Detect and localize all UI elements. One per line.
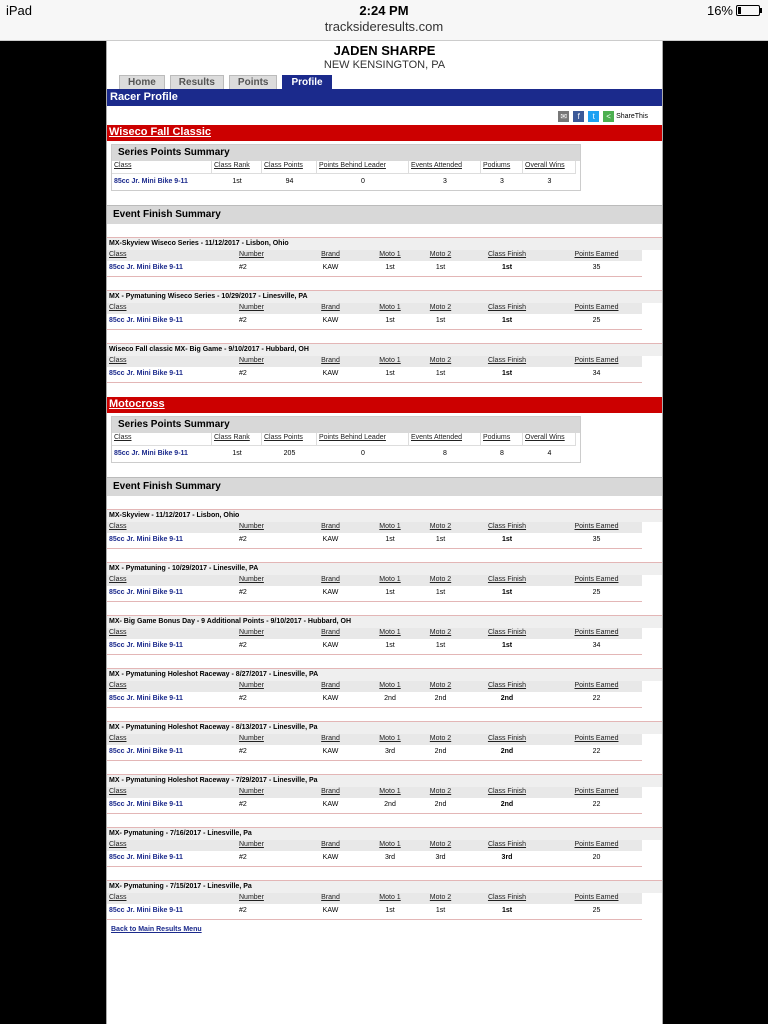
event-value: 3rd (463, 851, 551, 867)
tab-profile[interactable]: Profile (282, 75, 331, 89)
event-title: MX-Skyview - 11/12/2017 - Lisbon, Ohio (107, 509, 662, 522)
event-column-header[interactable]: Class (107, 628, 237, 639)
summary-column-header[interactable]: Overall Wins (523, 161, 576, 174)
event-column-header[interactable]: Points Earned (551, 356, 642, 367)
event-column-header[interactable]: Moto 2 (418, 787, 463, 798)
twitter-icon[interactable]: t (588, 111, 599, 122)
event-title: MX - Pymatuning Holeshot Raceway - 8/27/2017 - Linesville, PA (107, 668, 662, 681)
summary-value: 8 (443, 450, 447, 457)
event-title: MX- Pymatuning - 7/16/2017 - Linesville, Pa (107, 827, 662, 840)
event-column-header[interactable]: Class Finish (463, 893, 551, 904)
battery-icon (736, 5, 760, 16)
event-block (107, 237, 662, 277)
event-value: 25 (551, 314, 642, 330)
event-block (107, 721, 662, 761)
event-value: 22 (551, 798, 642, 814)
event-value: 3rd (418, 851, 463, 867)
event-column-header[interactable]: Moto 1 (362, 787, 418, 798)
event-column-header[interactable]: Points Earned (551, 522, 642, 533)
back-to-results-link[interactable]: Back to Main Results Menu (111, 926, 202, 933)
class-link[interactable]: 85cc Jr. Mini Bike 9-11 (107, 586, 237, 602)
event-column-header[interactable]: Brand (299, 303, 362, 314)
event-value: 1st (362, 586, 418, 602)
event-column-header[interactable]: Moto 1 (362, 575, 418, 586)
event-column-header[interactable]: Brand (299, 681, 362, 692)
event-value: KAW (299, 367, 362, 383)
class-link[interactable]: 85cc Jr. Mini Bike 9-11 (107, 745, 237, 761)
event-column-header[interactable]: Number (237, 681, 299, 692)
event-column-header[interactable]: Points Earned (551, 681, 642, 692)
event-column-header[interactable]: Class Finish (463, 628, 551, 639)
summary-value: 1st (232, 178, 242, 185)
event-column-header[interactable]: Number (237, 250, 299, 261)
event-value: 3rd (362, 745, 418, 761)
event-column-header[interactable]: Number (237, 575, 299, 586)
event-table (107, 734, 662, 761)
event-table (107, 575, 662, 602)
event-table (107, 840, 662, 867)
event-value: KAW (299, 904, 362, 920)
class-link[interactable]: 85cc Jr. Mini Bike 9-11 (107, 851, 237, 867)
event-column-header[interactable]: Brand (299, 787, 362, 798)
event-value: 2nd (418, 692, 463, 708)
event-value: 35 (551, 261, 642, 277)
event-value: 1st (362, 639, 418, 655)
event-column-header[interactable]: Points Earned (551, 734, 642, 745)
summary-column-header[interactable]: Overall Wins (523, 433, 576, 446)
summary-column-header[interactable]: Class Points (262, 433, 317, 446)
event-value: 1st (418, 533, 463, 549)
event-value: 22 (551, 745, 642, 761)
event-block (107, 562, 662, 602)
event-finish-summary-heading: Event Finish Summary (107, 477, 662, 496)
summary-value: 0 (361, 450, 365, 457)
series-points-summary (111, 144, 581, 191)
event-table (107, 522, 662, 549)
event-value: 25 (551, 586, 642, 602)
series-title-link[interactable]: Motocross (107, 397, 662, 413)
event-value: 34 (551, 367, 642, 383)
event-column-header[interactable]: Class Finish (463, 575, 551, 586)
event-block (107, 343, 662, 383)
event-value: 2nd (362, 798, 418, 814)
event-column-header[interactable]: Moto 1 (362, 840, 418, 851)
event-block (107, 290, 662, 330)
event-value: #2 (237, 904, 299, 920)
event-column-header[interactable]: Class (107, 893, 237, 904)
event-column-header[interactable]: Moto 2 (418, 250, 463, 261)
class-link[interactable]: 85cc Jr. Mini Bike 9-11 (107, 533, 237, 549)
event-value: 1st (463, 586, 551, 602)
event-value: KAW (299, 314, 362, 330)
summary-column-header[interactable]: Class (112, 433, 212, 446)
event-block (107, 615, 662, 655)
event-table (107, 628, 662, 655)
event-value: 1st (418, 586, 463, 602)
event-value: KAW (299, 586, 362, 602)
event-value: 20 (551, 851, 642, 867)
summary-value: 3 (443, 178, 447, 185)
email-share-icon[interactable]: ✉ (558, 111, 569, 122)
event-block (107, 774, 662, 814)
event-value: #2 (237, 367, 299, 383)
summary-column-header[interactable]: Class (112, 161, 212, 174)
facebook-icon[interactable]: f (573, 111, 584, 122)
summary-value: 3 (547, 178, 552, 185)
event-column-header[interactable]: Moto 2 (418, 628, 463, 639)
class-link[interactable]: 85cc Jr. Mini Bike 9-11 (114, 178, 188, 185)
event-column-header[interactable]: Class Finish (463, 250, 551, 261)
event-column-header[interactable]: Brand (299, 893, 362, 904)
event-column-header[interactable]: Number (237, 303, 299, 314)
event-title: MX-Skyview Wiseco Series - 11/12/2017 - Lisbon, Ohio (107, 237, 662, 250)
event-value: KAW (299, 639, 362, 655)
page-content (106, 41, 663, 1024)
event-column-header[interactable]: Brand (299, 356, 362, 367)
event-column-header[interactable]: Number (237, 840, 299, 851)
address-bar[interactable] (0, 20, 768, 41)
event-block (107, 880, 662, 920)
event-value: 1st (362, 367, 418, 383)
event-column-header[interactable]: Class (107, 681, 237, 692)
event-column-header[interactable]: Class (107, 734, 237, 745)
event-column-header[interactable]: Moto 1 (362, 734, 418, 745)
event-value: 1st (362, 261, 418, 277)
event-column-header[interactable]: Class Finish (463, 522, 551, 533)
event-value: 1st (362, 533, 418, 549)
racer-location: NEW KENSINGTON, PA (323, 59, 446, 71)
event-value: #2 (237, 533, 299, 549)
event-column-header[interactable]: Moto 2 (418, 734, 463, 745)
event-column-header[interactable]: Class (107, 303, 237, 314)
clock: 2:24 PM (359, 3, 409, 18)
summary-value: 8 (500, 450, 504, 457)
event-column-header[interactable]: Brand (299, 628, 362, 639)
event-value: 1st (418, 639, 463, 655)
event-column-header[interactable]: Moto 2 (418, 575, 463, 586)
summary-table (112, 433, 580, 462)
event-value: 2nd (418, 798, 463, 814)
event-value: #2 (237, 261, 299, 277)
summary-value: 94 (285, 178, 294, 185)
event-value: 1st (362, 904, 418, 920)
event-value: 2nd (418, 745, 463, 761)
class-link[interactable]: 85cc Jr. Mini Bike 9-11 (107, 639, 237, 655)
summary-column-header[interactable]: Events Attended (409, 161, 481, 174)
event-value: 25 (551, 904, 642, 920)
event-value: 1st (418, 261, 463, 277)
class-link[interactable]: 85cc Jr. Mini Bike 9-11 (107, 367, 237, 383)
series-title-link[interactable]: Wiseco Fall Classic (107, 125, 662, 141)
event-column-header[interactable]: Moto 1 (362, 893, 418, 904)
event-value: #2 (237, 586, 299, 602)
class-link[interactable]: 85cc Jr. Mini Bike 9-11 (107, 798, 237, 814)
event-column-header[interactable]: Class Finish (463, 681, 551, 692)
class-link[interactable]: 85cc Jr. Mini Bike 9-11 (114, 450, 188, 457)
summary-column-header[interactable]: Class Rank (212, 433, 262, 446)
series-section (107, 125, 662, 383)
event-value: KAW (299, 692, 362, 708)
event-block (107, 827, 662, 867)
event-title: MX- Big Game Bonus Day - 9 Additional Points - 9/10/2017 - Hubbard, OH (107, 615, 662, 628)
event-block (107, 668, 662, 708)
summary-column-header[interactable]: Points Behind Leader (317, 433, 409, 446)
series-points-summary (111, 416, 581, 463)
event-title: MX - Pymatuning Holeshot Raceway - 7/29/2017 - Linesville, Pa (107, 774, 662, 787)
share-bar (107, 109, 662, 125)
event-column-header[interactable]: Number (237, 734, 299, 745)
event-block (107, 509, 662, 549)
event-value: 1st (463, 904, 551, 920)
event-column-header[interactable]: Brand (299, 575, 362, 586)
event-value: 1st (418, 904, 463, 920)
event-column-header[interactable]: Brand (299, 250, 362, 261)
event-column-header[interactable]: Class (107, 250, 237, 261)
status-bar (0, 0, 768, 20)
event-column-header[interactable]: Class (107, 787, 237, 798)
class-link[interactable]: 85cc Jr. Mini Bike 9-11 (107, 314, 237, 330)
event-value: KAW (299, 851, 362, 867)
sharethis-icon[interactable]: < (603, 111, 614, 122)
event-table (107, 893, 662, 920)
event-column-header[interactable]: Brand (299, 734, 362, 745)
event-column-header[interactable]: Brand (299, 522, 362, 533)
event-table (107, 250, 662, 277)
event-table (107, 787, 662, 814)
event-column-header[interactable]: Class (107, 356, 237, 367)
event-value: #2 (237, 639, 299, 655)
summary-column-header[interactable]: Class Rank (212, 161, 262, 174)
event-finish-summary-heading: Event Finish Summary (107, 205, 662, 224)
event-column-header[interactable]: Points Earned (551, 628, 642, 639)
event-title: MX - Pymatuning Holeshot Raceway - 8/13/2017 - Linesville, Pa (107, 721, 662, 734)
event-title: Wiseco Fall classic MX- Big Game - 9/10/2017 - Hubbard, OH (107, 343, 662, 356)
event-table (107, 356, 662, 383)
tab-results[interactable]: Results (170, 75, 224, 89)
event-value: 2nd (463, 798, 551, 814)
class-link[interactable]: 85cc Jr. Mini Bike 9-11 (107, 692, 237, 708)
event-column-header[interactable]: Class Finish (463, 356, 551, 367)
event-value: 2nd (463, 745, 551, 761)
summary-value: 0 (361, 178, 365, 185)
event-value: 35 (551, 533, 642, 549)
event-value: 1st (418, 314, 463, 330)
event-value: 1st (463, 367, 551, 383)
share-label[interactable]: ShareThis (616, 113, 648, 120)
event-value: KAW (299, 798, 362, 814)
event-column-header[interactable]: Class Finish (463, 303, 551, 314)
event-title: MX - Pymatuning Wiseco Series - 10/29/2017 - Linesville, PA (107, 290, 662, 303)
summary-column-header[interactable]: Class Points (262, 161, 317, 174)
event-column-header[interactable]: Points Earned (551, 303, 642, 314)
summary-heading: Series Points Summary (112, 417, 580, 433)
event-column-header[interactable]: Moto 2 (418, 681, 463, 692)
series-container (107, 125, 662, 920)
event-column-header[interactable]: Number (237, 893, 299, 904)
event-column-header[interactable]: Class Finish (463, 787, 551, 798)
event-value: 1st (463, 639, 551, 655)
nav-tabs (119, 75, 662, 89)
event-value: KAW (299, 533, 362, 549)
event-column-header[interactable]: Class Finish (463, 734, 551, 745)
summary-column-header[interactable]: Events Attended (409, 433, 481, 446)
event-column-header[interactable]: Class (107, 575, 237, 586)
summary-column-header[interactable]: Points Behind Leader (317, 161, 409, 174)
event-column-header[interactable]: Moto 1 (362, 250, 418, 261)
class-link[interactable]: 85cc Jr. Mini Bike 9-11 (107, 261, 237, 277)
event-column-header[interactable]: Number (237, 356, 299, 367)
series-section (107, 397, 662, 920)
event-value: #2 (237, 851, 299, 867)
event-column-header[interactable]: Number (237, 628, 299, 639)
battery-indicator (707, 3, 760, 18)
summary-value: 3 (500, 178, 504, 185)
event-title: MX- Pymatuning - 7/15/2017 - Linesville, Pa (107, 880, 662, 893)
event-column-header[interactable]: Moto 2 (418, 356, 463, 367)
event-column-header[interactable]: Class (107, 522, 237, 533)
event-value: 22 (551, 692, 642, 708)
event-value: KAW (299, 261, 362, 277)
racer-profile-header: Racer Profile (107, 89, 662, 106)
battery-percent: 16% (706, 3, 733, 18)
summary-value: 1st (232, 450, 242, 457)
event-value: 34 (551, 639, 642, 655)
event-table (107, 681, 662, 708)
event-column-header[interactable]: Number (237, 787, 299, 798)
event-column-header[interactable]: Points Earned (551, 840, 642, 851)
summary-value: 205 (283, 450, 296, 457)
event-column-header[interactable]: Points Earned (551, 787, 642, 798)
summary-column-header[interactable]: Podiums (481, 161, 523, 174)
event-value: KAW (299, 745, 362, 761)
tab-home[interactable]: Home (119, 75, 165, 89)
racer-name: JADEN SHARPE (333, 43, 436, 58)
event-value: 1st (362, 314, 418, 330)
event-column-header[interactable]: Moto 1 (362, 522, 418, 533)
event-table (107, 303, 662, 330)
event-value: 1st (463, 533, 551, 549)
event-value: #2 (237, 745, 299, 761)
event-column-header[interactable]: Points Earned (551, 250, 642, 261)
event-value: 1st (463, 261, 551, 277)
event-column-header[interactable]: Moto 2 (418, 303, 463, 314)
event-title: MX - Pymatuning - 10/29/2017 - Linesville, PA (107, 562, 662, 575)
event-column-header[interactable]: Moto 2 (418, 522, 463, 533)
url-text: tracksideresults.com (324, 19, 444, 34)
class-link[interactable]: 85cc Jr. Mini Bike 9-11 (107, 904, 237, 920)
event-column-header[interactable]: Moto 2 (418, 840, 463, 851)
event-column-header[interactable]: Moto 2 (418, 893, 463, 904)
event-column-header[interactable]: Class Finish (463, 840, 551, 851)
event-column-header[interactable]: Points Earned (551, 893, 642, 904)
event-value: 2nd (362, 692, 418, 708)
tab-points[interactable]: Points (229, 75, 278, 89)
event-column-header[interactable]: Brand (299, 840, 362, 851)
event-column-header[interactable]: Class (107, 840, 237, 851)
summary-value: 4 (547, 450, 552, 457)
event-value: #2 (237, 798, 299, 814)
summary-column-header[interactable]: Podiums (481, 433, 523, 446)
event-column-header[interactable]: Moto 1 (362, 681, 418, 692)
event-value: #2 (237, 692, 299, 708)
event-column-header[interactable]: Moto 1 (362, 628, 418, 639)
event-value: 3rd (362, 851, 418, 867)
event-value: 1st (418, 367, 463, 383)
event-column-header[interactable]: Number (237, 522, 299, 533)
event-column-header[interactable]: Moto 1 (362, 356, 418, 367)
event-value: #2 (237, 314, 299, 330)
event-value: 2nd (463, 692, 551, 708)
summary-heading: Series Points Summary (112, 145, 580, 161)
event-column-header[interactable]: Moto 1 (362, 303, 418, 314)
summary-table (112, 161, 580, 190)
device-label: iPad (6, 3, 33, 18)
event-value: 1st (463, 314, 551, 330)
event-column-header[interactable]: Points Earned (551, 575, 642, 586)
